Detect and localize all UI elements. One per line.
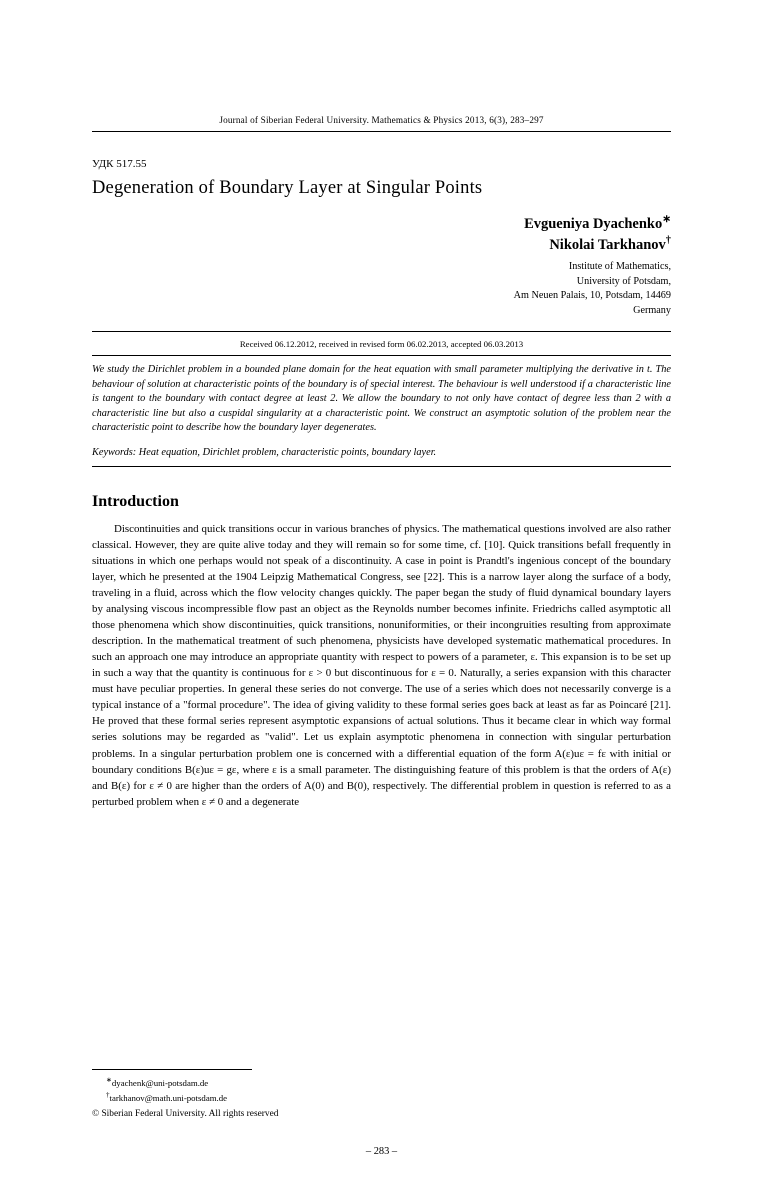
- paper-page: [0, 115, 763, 1195]
- author-2-name: Nikolai Tarkhanov: [549, 236, 666, 253]
- abstract-bottom-rule: [92, 466, 671, 467]
- udk-code: УДК 517.55: [92, 158, 147, 170]
- received-rule: [92, 355, 671, 356]
- page-title: Degeneration of Boundary Layer at Singular Points: [92, 178, 483, 198]
- keywords: Keywords: Heat equation, Dirichlet problem, characteristic points, boundary layer.: [92, 447, 437, 459]
- section-heading-introduction: Introduction: [92, 493, 179, 511]
- footnote-area: [92, 1069, 392, 1119]
- affiliation-line-4: Germany: [633, 305, 671, 317]
- copyright-notice: © Siberian Federal University. All rights reserved: [92, 1109, 279, 1119]
- abstract: We study the Dirichlet problem in a bounded plane domain for the heat equation with small parameter multiplying the derivative in t. The behaviour of solution at characteristic points of the boundary is of special interest. The behaviour is well understood if a characteristic line is tangent to the boundary with contact degree at least 2. We allow the boundary to not only have contact of degree less than 2 with a characteristic line but also a cuspidal singularity at a characteristic point. We construct an asymptotic solution of the problem near the characteristic point to describe how the boundary layer degenerates.: [92, 364, 671, 434]
- affiliation-line-3: Am Neuen Palais, 10, Potsdam, 14469: [513, 290, 671, 302]
- received-dates: Received 06.12.2012, received in revised form 06.02.2013, accepted 06.03.2013: [239, 339, 524, 350]
- author-1-name: Evgueniya Dyachenko: [524, 215, 663, 232]
- footnote-2-mark: †: [106, 1090, 110, 1099]
- header-rule: [92, 131, 671, 132]
- footnote-2: [106, 1090, 392, 1105]
- footnote-2-text: tarkhanov@math.uni-potsdam.de: [109, 1092, 228, 1103]
- affiliation-line-2: University of Potsdam,: [576, 275, 671, 287]
- author-2-footnote-mark: †: [665, 234, 671, 246]
- author-list: [92, 213, 671, 255]
- footnote-1: [106, 1075, 392, 1090]
- abstract-top-rule: [92, 331, 671, 332]
- affiliation: [92, 260, 671, 319]
- page-number: – 283 –: [365, 1146, 398, 1157]
- author-2: [92, 234, 671, 255]
- author-1: [92, 213, 671, 234]
- footnote-1-text: dyachenk@uni-potsdam.de: [111, 1077, 209, 1088]
- author-1-footnote-mark: ∗: [662, 214, 671, 225]
- body-paragraph-1: Discontinuities and quick transitions occur in various branches of physics. The mathematical questions involved are also rather classical. However, they are quite alive today and they will remain so for some time, cf. [10]. Quick transitions befall frequently in situations in which one perhaps would not speak of a discontinuity. A case in point is Prandtl's ingenious concept of the boundary layer, which he presented at the 1904 Leipzig Mathematical Congress, see [22]. This is a narrow layer along the surface of a body, traveling in a fluid, across which the flow velocity changes quickly. The paper began the study of fluid dynamical boundary layers by analysing viscous incompressible flow past an object as the Reynolds number becomes infinite. Friedrichs called asymptotic all those phenomena which show discontinuities, quick transitions, nonuniformities, or their incongruities resulting from approximate description. In the mathematical treatment of such phenomena, physicists have developed systematic mathematical procedures. In such an approach one may introduce an appropriate quantity with respect to powers of a parameter, ε. This expansion is to be set up in such a way that the quantity is continuous for ε > 0 but discontinuous for ε = 0. Naturally, a series expansion with this character must have peculiar properties. In general these series do not converge. The use of a series which does not necessarily converge is a typical instance of a "formal procedure". The idea of giving validity to these formal series goes back at least as far as Poincaré [21]. He proved that these formal series represent asymptotic expansions of actual solutions. Thus it became clear in which way formal series solutions may be regarded as "valid". Let us explain asymptotic phenomena in connection with singular perturbation problems. In a singular perturbation problem one is concerned with a differential equation of the form A(ε)uε = fε with initial or boundary conditions B(ε)uε = gε, where ε is a small parameter. The distinguishing feature of this problem is that the orders of A(ε) and B(ε) for ε ≠ 0 are higher than the orders of A(0) and B(0), respectively. The differential problem in question is referred to as a perturbed problem when ε ≠ 0 and a degenerate: [92, 523, 671, 808]
- footnote-rule: [92, 1069, 252, 1070]
- running-head: Journal of Siberian Federal University. Mathematics & Physics 2013, 6(3), 283–297: [219, 115, 544, 125]
- affiliation-line-1: Institute of Mathematics,: [568, 260, 671, 272]
- footnote-1-mark: ∗: [106, 1075, 112, 1084]
